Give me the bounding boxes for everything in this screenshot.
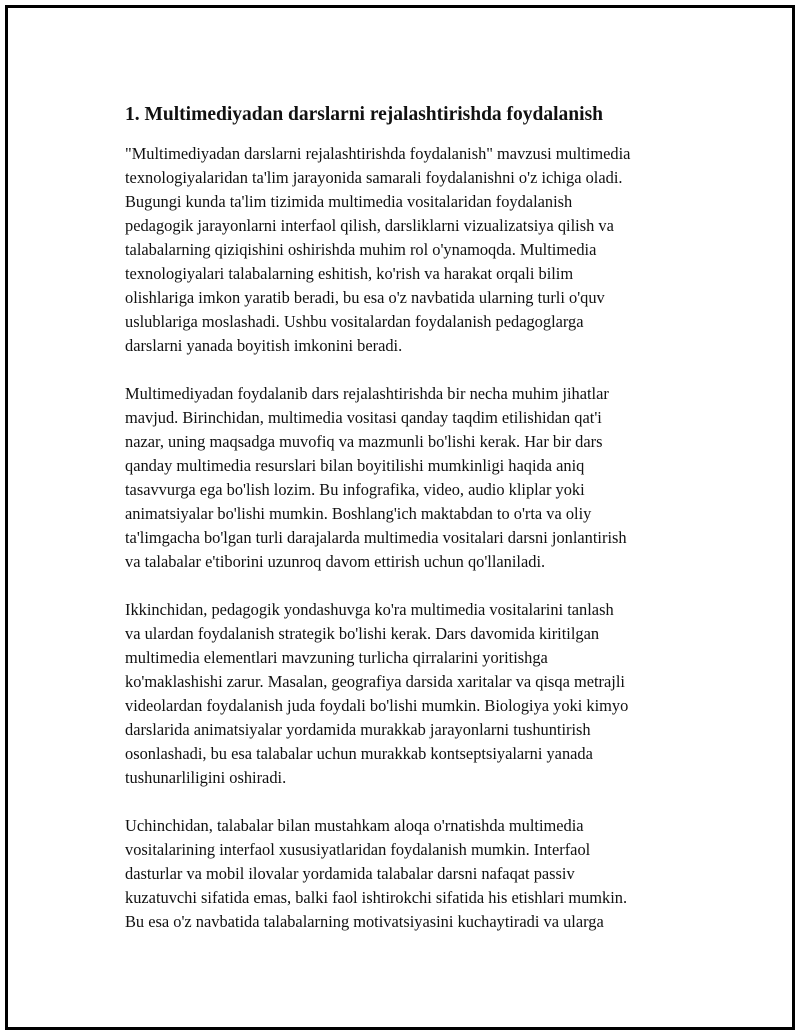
paragraph-line: darslarni yanada boyitish imkonini beradi.: [125, 336, 403, 355]
paragraph-line: ta'limgacha bo'lgan turli darajalarda multimedia vositalari darsni jonlantirish: [125, 528, 627, 547]
paragraph-line: nazar, uning maqsadga muvofiq va mazmunli bo'lishi kerak. Har bir dars: [125, 432, 603, 451]
paragraph-line: darslarida animatsiyalar yordamida murakkab jarayonlarni tushuntirish: [125, 720, 591, 739]
paragraph-line: pedagogik jarayonlarni interfaol qilish, darsliklarni vizualizatsiya qilish va: [125, 216, 614, 235]
paragraph-line: animatsiyalar bo'lishi mumkin. Boshlang'ich maktabdan to o'rta va oliy: [125, 504, 592, 523]
paragraph-1: [125, 142, 700, 358]
paragraph-line: videolardan foydalanish juda foydali bo'lishi mumkin. Biologiya yoki kimyo: [125, 696, 629, 715]
paragraph-2: [125, 382, 700, 574]
paragraph-line: vositalarining interfaol xususiyatlaridan foydalanish mumkin. Interfaol: [125, 840, 591, 859]
paragraph-line: Uchinchidan, talabalar bilan mustahkam aloqa o'rnatishda multimedia: [125, 816, 584, 835]
section-heading: 1. Multimediyadan darslarni rejalashtirishda foydalanish: [125, 104, 603, 125]
paragraph-line: qanday multimedia resurslari bilan boyitilishi mumkinligi haqida aniq: [125, 456, 585, 475]
paragraph-line: tushunarliligini oshiradi.: [125, 768, 287, 787]
paragraph-line: talabalarning qiziqishini oshirishda muhim rol o'ynamoqda. Multimedia: [125, 240, 597, 259]
paragraph-line: kuzatuvchi sifatida emas, balki faol ishtirokchi sifatida his etishlari mumkin.: [125, 888, 628, 907]
paragraph-line: Ikkinchidan, pedagogik yondashuvga ko'ra multimedia vositalarini tanlash: [125, 600, 614, 619]
paragraph-line: uslublariga moslashadi. Ushbu vositalardan foydalanish pedagoglarga: [125, 312, 584, 331]
paragraph-line: texnologiyalaridan ta'lim jarayonida samarali foydalanishni o'z ichiga oladi.: [125, 168, 623, 187]
paragraph-line: Multimediyadan foydalanib dars rejalashtirishda bir necha muhim jihatlar: [125, 384, 609, 403]
paragraph-line: dasturlar va mobil ilovalar yordamida talabalar darsni nafaqat passiv: [125, 864, 575, 883]
paragraph-line: Bugungi kunda ta'lim tizimida multimedia vositalaridan foydalanish: [125, 192, 573, 211]
paragraph-line: olishlariga imkon yaratib beradi, bu esa o'z navbatida ularning turli o'quv: [125, 288, 605, 307]
document-body: [125, 103, 700, 958]
paragraph-line: mavjud. Birinchidan, multimedia vositasi qanday taqdim etilishidan qat'i: [125, 408, 602, 427]
paragraph-line: Bu esa o'z navbatida talabalarning motivatsiyasini kuchaytiradi va ularga: [125, 912, 604, 931]
paragraph-line: tasavvurga ega bo'lish lozim. Bu infografika, video, audio kliplar yoki: [125, 480, 585, 499]
paragraph-4: [125, 814, 700, 934]
paragraph-line: multimedia elementlari mavzuning turlicha qirralarini yoritishga: [125, 648, 548, 667]
paragraph-line: "Multimediyadan darslarni rejalashtirishda foydalanish" mavzusi multimedia: [125, 144, 631, 163]
paragraph-line: texnologiyalari talabalarning eshitish, ko'rish va harakat orqali bilim: [125, 264, 574, 283]
paragraph-line: va ulardan foydalanish strategik bo'lishi kerak. Dars davomida kiritilgan: [125, 624, 600, 643]
paragraph-3: [125, 598, 700, 790]
paragraph-line: ko'maklashishi zarur. Masalan, geografiya darsida xaritalar va qisqa metrajli: [125, 672, 625, 691]
paragraph-line: va talabalar e'tiborini uzunroq davom ettirish uchun qo'llaniladi.: [125, 552, 546, 571]
page-frame: [5, 5, 795, 1030]
paragraph-line: osonlashadi, bu esa talabalar uchun murakkab kontseptsiyalarni yanada: [125, 744, 593, 763]
